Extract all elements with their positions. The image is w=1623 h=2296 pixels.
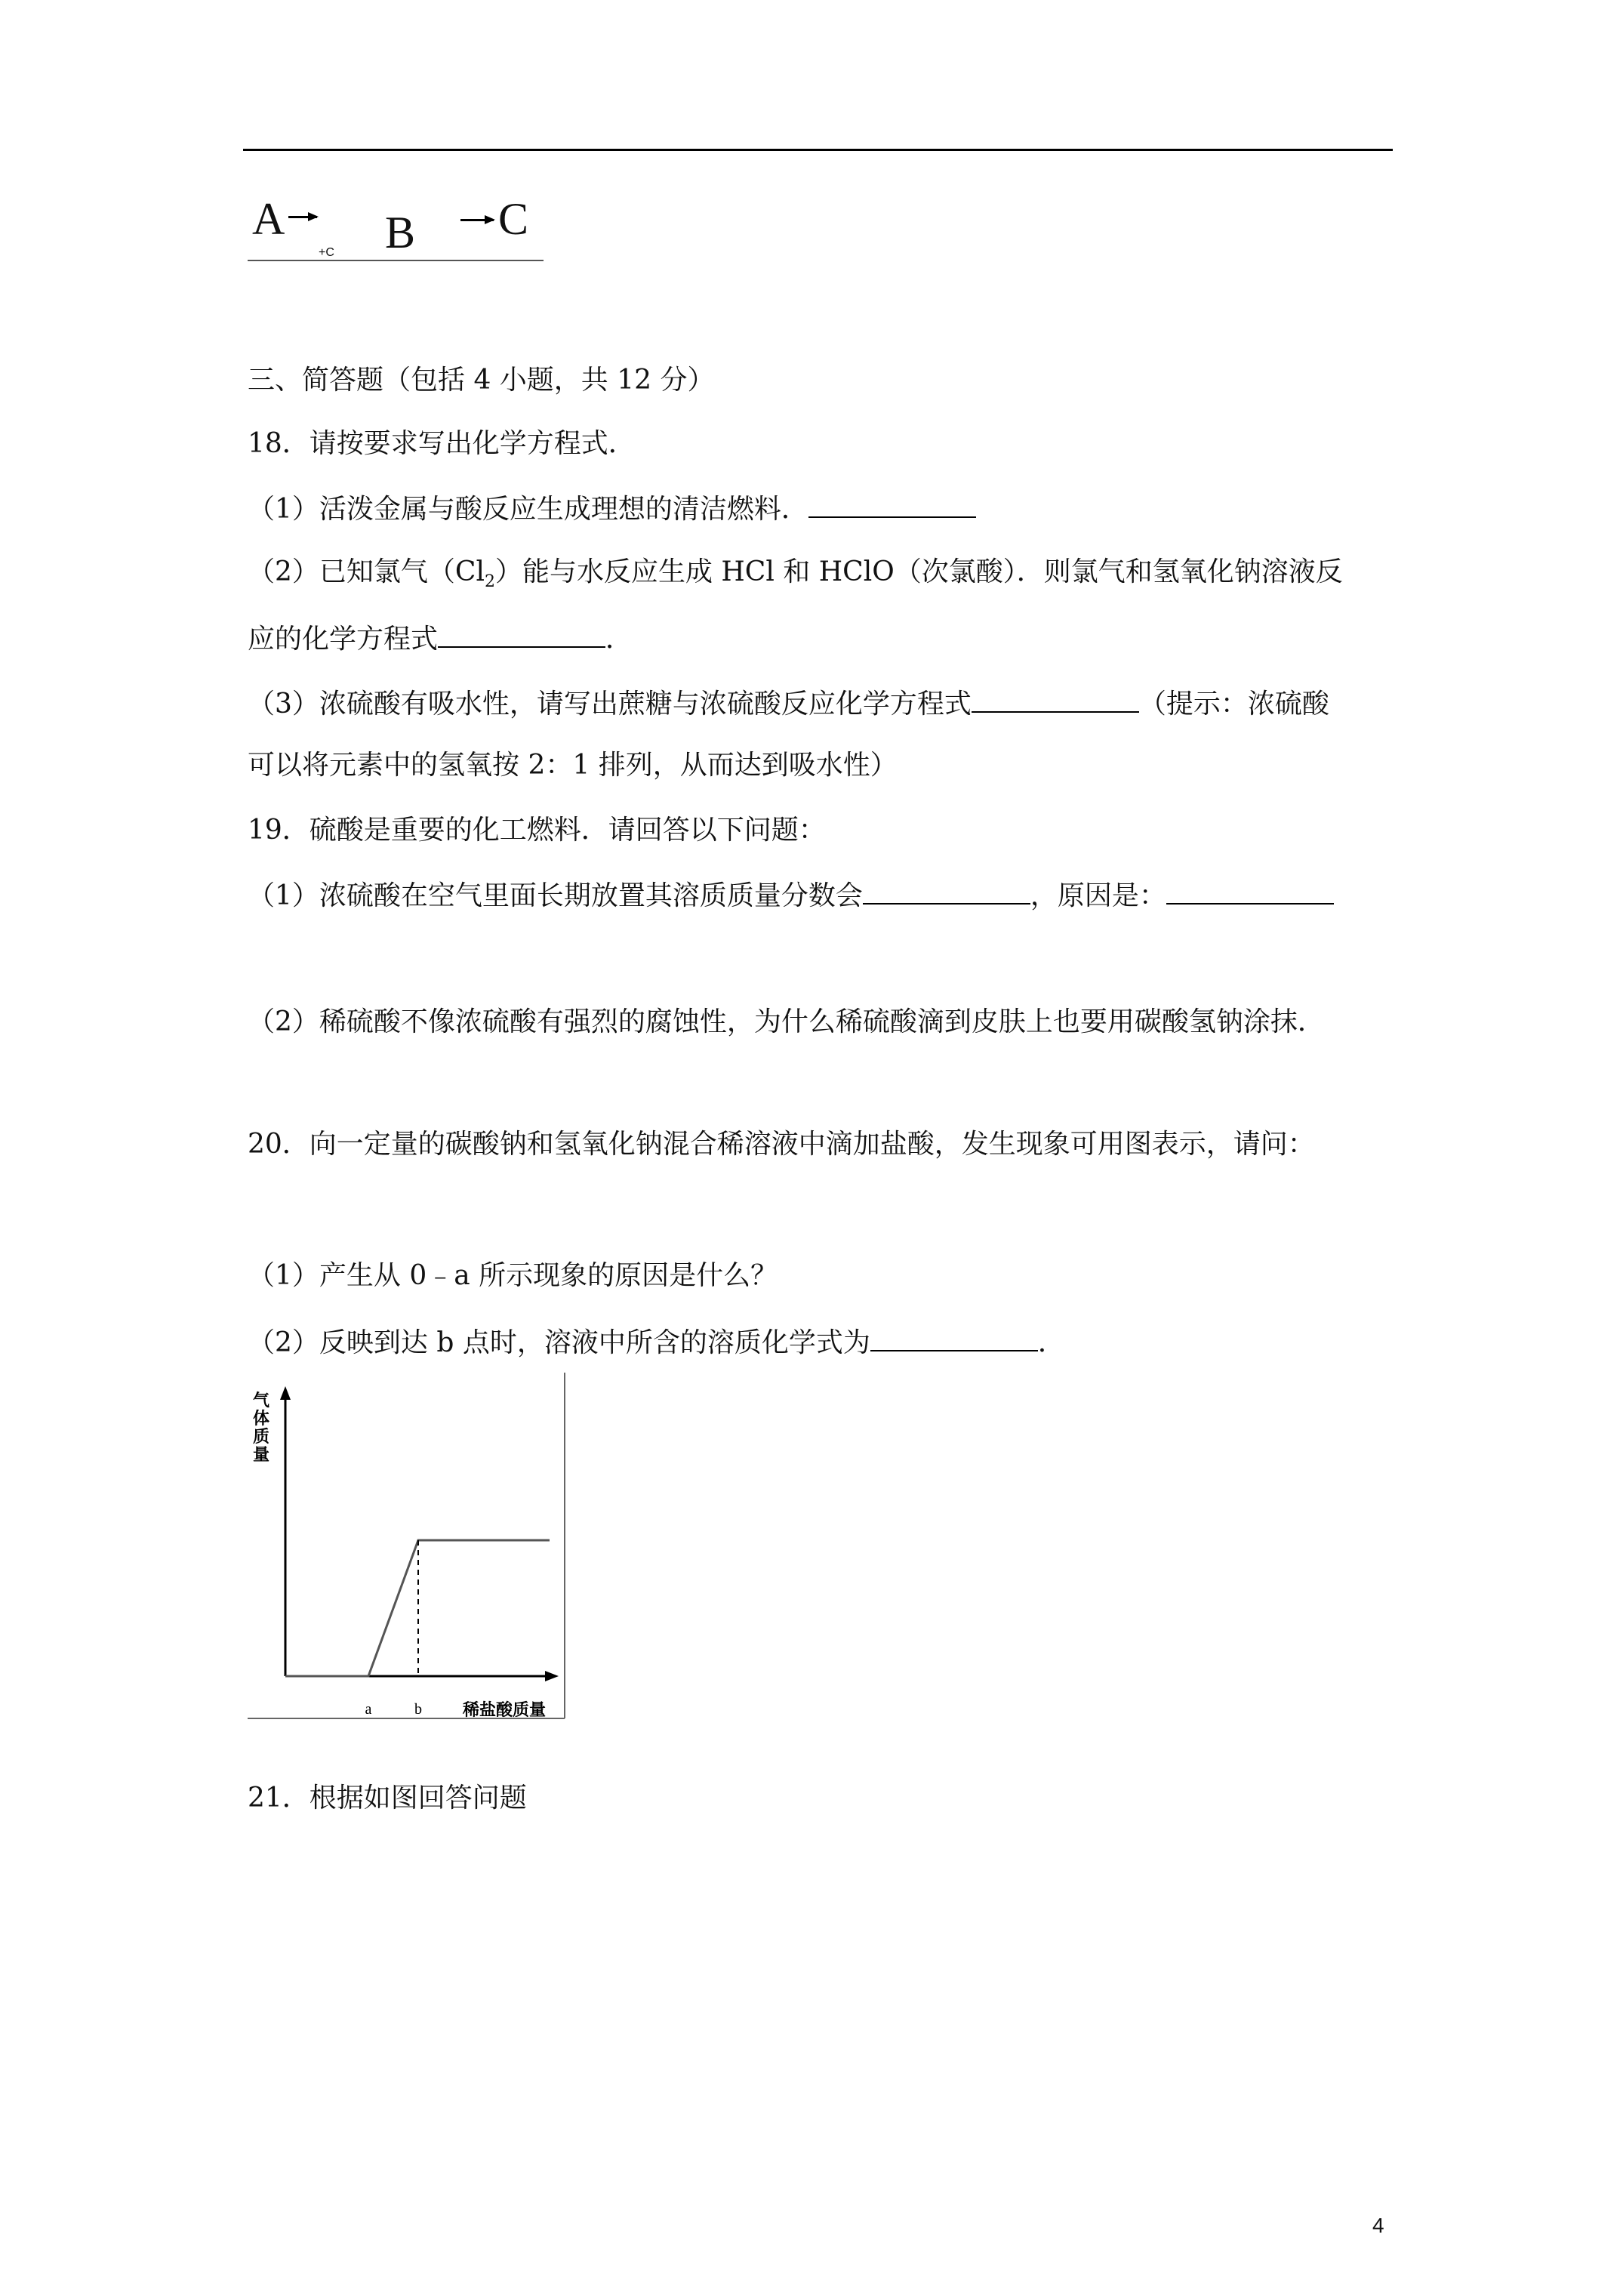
q20-part1: （1）产生从 0﹣a 所示现象的原因是什么？ — [248, 1260, 778, 1291]
q18-part1 — [248, 489, 976, 528]
arrow-icon — [460, 219, 494, 221]
page-number: 4 — [1372, 2214, 1384, 2237]
x-axis-label: 稀盐酸质量 — [462, 1701, 547, 1720]
answer-blank[interactable] — [438, 619, 605, 648]
q18-part2-text: （2）已知氯气（Cl — [248, 556, 485, 587]
answer-blank[interactable] — [972, 684, 1139, 713]
y-axis-label-char: 气 — [252, 1391, 270, 1410]
figure-underline — [248, 260, 544, 261]
scheme-arrow-label: +C — [319, 246, 334, 259]
q18-part3-hint: （提示：浓硫酸 — [1138, 689, 1329, 720]
scheme-letter-b: B — [385, 208, 416, 257]
x-tick-label-a: a — [365, 1701, 372, 1718]
subscript: 2 — [484, 572, 495, 592]
x-axis-arrow-icon — [545, 1671, 559, 1681]
q20-part2-text: （2）反映到达 b 点时，溶液中所含的溶质化学式为 — [248, 1327, 870, 1358]
q18-stem: 18．请按要求写出化学方程式． — [248, 428, 636, 459]
q18-part3-text: （3）浓硫酸有吸水性，请写出蔗糖与浓硫酸反应化学方程式 — [248, 689, 972, 720]
q20-stem: 20．向一定量的碳酸钠和氢氧化钠混合稀溶液中滴加盐酸，发生现象可用图表示，请问： — [248, 1129, 1315, 1160]
q18-part2-line2 — [248, 619, 633, 658]
q18-part2-text-rest: ）能与水反应生成 HCl 和 HClO（次氯酸）．则氯气和氢氧化钠溶液反 — [494, 556, 1343, 587]
q18-part2-line1 — [248, 554, 1343, 600]
period: ． — [605, 624, 633, 655]
x-tick-label-b: b — [414, 1701, 422, 1718]
q18-part1-text: （1）活泼金属与酸反应生成理想的清洁燃料． — [248, 494, 808, 525]
q18-part2-line2-text: 应的化学方程式 — [248, 624, 439, 655]
y-axis-label-char: 质 — [252, 1428, 270, 1447]
y-axis-label — [253, 1391, 270, 1465]
reaction-scheme-figure — [248, 189, 544, 261]
y-axis-label-char: 体 — [252, 1410, 270, 1428]
q19-part2: （2）稀硫酸不像浓硫酸有强烈的腐蚀性，为什么稀硫酸滴到皮肤上也要用碳酸氢钠涂抹． — [248, 1006, 1325, 1037]
series-line — [285, 1540, 550, 1676]
q19-part1 — [248, 876, 1334, 914]
header-rule — [243, 149, 1393, 151]
q20-part2 — [248, 1323, 1065, 1361]
q21-stem: 21．根据如图回答问题 — [248, 1783, 527, 1814]
chart-svg — [248, 1373, 568, 1720]
q18-part3-line2: 可以将元素中的氢氧按 2：1 排列，从而达到吸水性） — [248, 750, 898, 781]
y-axis-label-char: 量 — [252, 1446, 270, 1465]
answer-blank[interactable] — [1166, 876, 1334, 905]
scheme-letter-a: A — [252, 194, 285, 244]
gas-mass-chart — [248, 1373, 568, 1720]
q19-part1-text: （1）浓硫酸在空气里面长期放置其溶质质量分数会 — [248, 880, 863, 911]
answer-blank[interactable] — [808, 489, 976, 518]
q18-part3-line1 — [248, 684, 1329, 723]
scheme-letter-c: C — [498, 194, 529, 244]
q19-stem: 19．硫酸是重要的化工燃料．请回答以下问题： — [248, 815, 826, 846]
answer-blank[interactable] — [870, 1323, 1038, 1351]
section-heading: 三、简答题（包括 4 小题，共 12 分） — [248, 365, 715, 396]
period: ． — [1037, 1327, 1065, 1358]
answer-blank[interactable] — [863, 876, 1030, 905]
arrow-icon — [288, 216, 317, 218]
y-axis-arrow-icon — [280, 1386, 291, 1400]
q19-part1-reason: ，原因是： — [1030, 880, 1166, 911]
